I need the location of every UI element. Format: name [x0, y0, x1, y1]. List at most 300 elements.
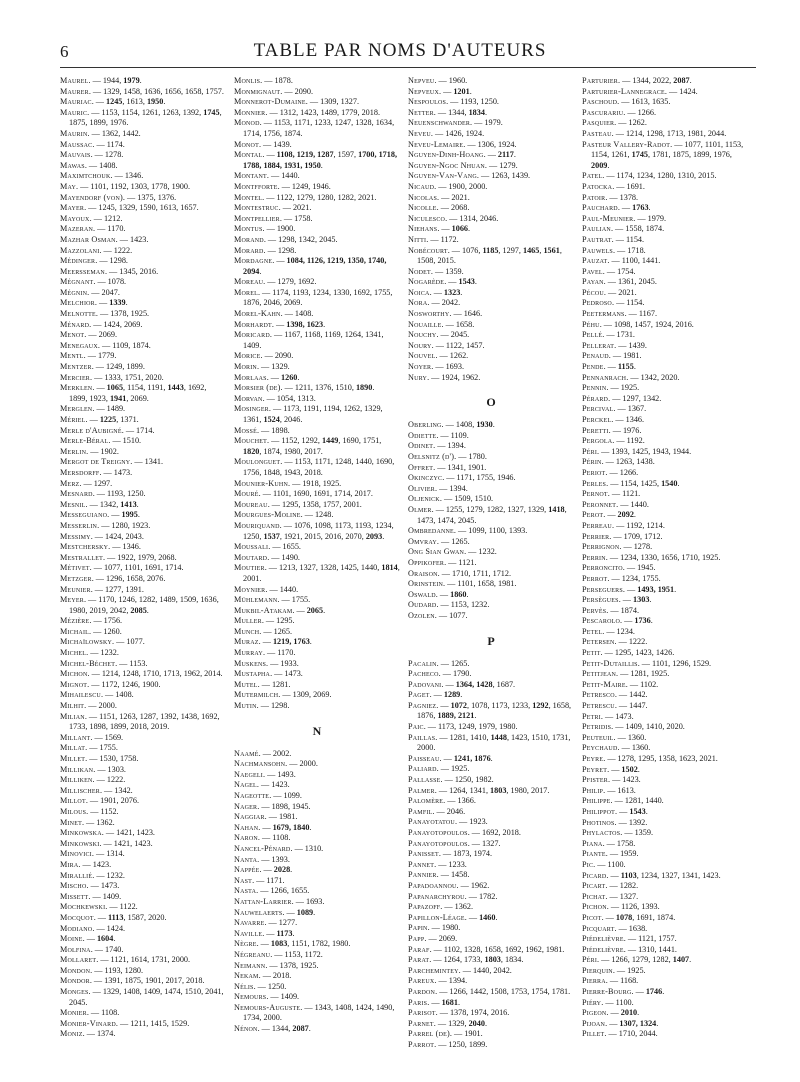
page-references: 2021.: [451, 192, 470, 202]
page-references: 1167.: [638, 309, 658, 319]
index-entry: Neveu. — 1426, 1924.: [408, 128, 485, 138]
page-references: 1646.: [463, 309, 483, 319]
author-name: Odiette: [408, 430, 437, 440]
page-references: 1925.: [620, 383, 640, 393]
author-name: Nepveu: [408, 76, 435, 85]
page-references: 1473.: [113, 467, 133, 477]
page-references: 1995.: [121, 510, 140, 520]
index-entry: Parturier. — 1344, 2022, 2087.: [582, 76, 692, 85]
page-references: 2117.: [497, 150, 516, 160]
author-name: Pigeon: [582, 1008, 607, 1018]
page-references: 1121.: [622, 489, 641, 499]
index-entry: Niehans. — 1066.: [408, 224, 471, 234]
page-references: 1333, 1751, 2020.: [104, 372, 164, 382]
author-name: Michel: [60, 648, 87, 658]
page-references: 1241, 1876.: [453, 753, 493, 763]
author-name: Pfister: [582, 775, 608, 785]
author-name: Morsier (de): [234, 383, 281, 393]
page-references: 1394.: [449, 483, 468, 493]
index-entry: Oraison. — 1710, 1711, 1712.: [408, 568, 512, 578]
index-entry: Neveu-Lemaire. — 1306, 1924.: [408, 139, 517, 149]
author-name: Melnotte: [60, 309, 96, 319]
index-entry: Monier. — 1108.: [60, 1008, 120, 1018]
index-entry: Mukbil-Atakam. — 2065.: [234, 605, 326, 615]
author-name: Montestruc: [234, 203, 279, 213]
author-name: Nanta: [234, 854, 258, 864]
author-name: Montant: [234, 171, 267, 181]
index-entry: Paisseau. — 1241, 1876.: [408, 753, 493, 763]
author-name: Nogarède: [408, 277, 445, 287]
author-name: Mersdorff: [60, 467, 100, 477]
author-name: Picart: [582, 881, 606, 891]
page-references: 1298.: [270, 701, 290, 711]
author-name: Panisset: [408, 849, 439, 859]
page-references: 1307, 1324.: [619, 1018, 659, 1028]
page-references: 1925.: [627, 965, 646, 975]
page-references: 1102.: [640, 679, 659, 689]
page-references: 2047.: [101, 287, 120, 297]
author-name: Mira: [60, 859, 79, 869]
author-name: May: [60, 181, 76, 191]
index-entry: Merle-Béral. — 1510.: [60, 436, 142, 446]
author-name: Mochkewski: [60, 902, 106, 912]
index-entry: Médinger. — 1298.: [60, 256, 128, 266]
index-entry: Michel. — 1232.: [60, 648, 119, 658]
index-entry: Pérard. — 1297, 1342.: [582, 393, 662, 403]
index-entry: Percival. — 1367.: [582, 404, 647, 414]
author-name: Niehans: [408, 224, 438, 234]
page-references: 2069.: [98, 330, 118, 340]
author-name: Perrignon: [582, 542, 620, 552]
page-references: 1693.: [445, 362, 464, 372]
page-references: 1755.: [291, 595, 311, 605]
author-name: Philippe: [582, 796, 611, 806]
index-entry: Nemours-Auguste. — 1343, 1408, 1424, 1490, 1734, 2000.: [234, 1002, 395, 1023]
author-name: Padovani: [408, 679, 442, 689]
page-references: 1263, 1439.: [491, 171, 531, 181]
author-name: Morice: [234, 351, 261, 361]
author-name: Mustapha: [234, 669, 271, 679]
page-references: 1077, 1101, 1691, 1714.: [104, 563, 184, 573]
author-name: Okinczyc: [408, 473, 443, 483]
page-references: 1281, 1410, 1448, 1423, 1510, 1731, 2000.: [417, 732, 571, 753]
author-name: Olmer: [408, 504, 432, 514]
author-name: Morard: [234, 245, 264, 255]
page-references: 1658.: [455, 319, 475, 329]
index-entry: Pauzat. — 1100, 1441.: [582, 256, 661, 266]
author-name: Pallasse: [408, 775, 441, 785]
index-entry: Mollaret. — 1121, 1614, 1731, 2000.: [60, 955, 191, 965]
author-name: Nosworthy: [408, 309, 450, 319]
author-name: Mestchersky: [60, 542, 109, 552]
author-name: Peychaud: [582, 743, 618, 753]
index-entry: Panayotatou. — 1923.: [408, 817, 488, 827]
author-name: Peyret: [582, 764, 608, 774]
index-entry: Omvray. — 1265.: [408, 536, 470, 546]
index-entry: Menegaux. — 1109, 1874.: [60, 340, 151, 350]
page-references: 1367.: [627, 404, 647, 414]
index-entry: Morice. — 2090.: [234, 351, 294, 361]
author-name: Maurel: [60, 76, 89, 85]
index-entry: Paillas. — 1281, 1410, 1448, 1423, 1510, 1731, 2000.: [408, 732, 571, 753]
author-name: Paic: [408, 722, 424, 732]
page-references: 1374.: [96, 1029, 116, 1039]
author-name: Peyre: [582, 754, 604, 763]
page-references: 1343, 1408, 1424, 1490, 1734, 2000.: [243, 1002, 395, 1023]
index-entry: Pescarolo. — 1736.: [582, 616, 653, 626]
author-name: Panayotopoulos: [408, 838, 468, 848]
page-references: 1758.: [294, 213, 313, 223]
author-name: Merglen: [60, 404, 93, 414]
page-references: 1378, 1974, 2016.: [449, 1008, 510, 1018]
page-references: 1065, 1154, 1191, 1443, 1692, 1899, 1923, 1941, 2069.: [69, 383, 207, 403]
page-references: 2065.: [306, 605, 326, 615]
index-entry: Neimann. — 1378, 1925.: [234, 960, 319, 970]
page-references: 1155.: [617, 362, 636, 372]
page-references: 1277, 1391.: [105, 584, 144, 594]
index-entry: Mazzolani. — 1222.: [60, 245, 133, 255]
author-name: Mawas: [60, 160, 85, 170]
page-references: 1756.: [103, 616, 123, 626]
index-entry: Maurin. — 1362, 1442.: [60, 128, 141, 138]
page-references: 1981.: [623, 351, 642, 361]
author-name: Périn: [582, 457, 602, 467]
page-references: 1170, 1246, 1282, 1489, 1509, 1636, 1980, 2019, 2042, 2085.: [69, 595, 219, 615]
author-name: Mauriac: [60, 97, 92, 107]
index-entry: Moutard. — 1490.: [234, 552, 300, 562]
page-references: 1108.: [272, 833, 291, 843]
page-references: 1219, 1763.: [272, 637, 312, 647]
author-name: Patoir: [582, 192, 606, 202]
page-references: 1878.: [274, 76, 293, 85]
page-references: 1394.: [448, 976, 468, 986]
author-name: Nachmansohn: [234, 759, 286, 769]
index-entry: Moynier. — 1440.: [234, 584, 299, 594]
page-references: 1102, 1328, 1658, 1692, 1962, 1981.: [443, 944, 565, 954]
index-entry: Petrescu. — 1447.: [582, 701, 648, 711]
index-entry: Moniz. — 1374.: [60, 1029, 116, 1039]
page-references: 1234, 1330, 1656, 1710, 1925.: [620, 552, 721, 562]
page-references: 1323.: [443, 287, 463, 297]
page-references: 1779.: [97, 351, 117, 361]
author-name: Nodet: [408, 266, 431, 276]
author-name: Papin: [408, 923, 428, 933]
index-entry: Papanarchyrou. — 1782.: [408, 891, 498, 901]
page-references: 1077, 1101, 1153, 1154, 1261, 1745, 1781, 1875, 1899, 1976, 2009.: [591, 139, 744, 170]
page-references: 1409.: [280, 992, 300, 1002]
index-entry: Pellerat. — 1439.: [582, 340, 647, 350]
page-references: 1264, 1733, 1803, 1834.: [443, 955, 524, 965]
author-name: Nager: [234, 801, 258, 811]
author-name: Maussac: [60, 139, 93, 149]
author-name: Parat: [408, 955, 430, 965]
author-name: Michail: [60, 626, 90, 636]
author-name: Maurer: [60, 86, 89, 96]
page-references: 1193, 1280.: [104, 965, 144, 975]
index-entry: Phylactos. — 1359.: [582, 828, 653, 838]
index-entry: Perroncito. — 1945.: [582, 563, 656, 573]
page-references: 1378, 1925.: [279, 960, 319, 970]
author-name: Nénon: [234, 1024, 258, 1034]
index-entry: Nogarède. — 1543.: [408, 277, 477, 287]
author-name: Neuenschwander: [408, 118, 471, 128]
index-entry: Navarre. — 1277.: [234, 918, 298, 928]
index-entry: Pic. — 1100.: [582, 859, 626, 869]
index-entry: Pareux. — 1394.: [408, 976, 468, 986]
page-references: 1171.: [266, 875, 285, 885]
index-entry: Monier-Vinard. — 1211, 1415, 1529.: [60, 1018, 190, 1028]
page-references: 1295.: [276, 616, 295, 626]
page-references: 1278.: [633, 542, 653, 552]
index-entry: Naegeli. — 1493.: [234, 769, 296, 779]
index-entry: Morel. — 1174, 1193, 1234, 1330, 1692, 1755, 1876, 2046, 2069.: [234, 287, 393, 308]
index-entry: Négreanu. — 1153, 1172.: [234, 949, 323, 959]
index-entry: Perckel. — 1346.: [582, 415, 645, 424]
index-entry: Piédelièvre. — 1121, 1757.: [582, 934, 677, 944]
index-entry: Munch. — 1265.: [234, 626, 293, 636]
index-entry: Oppikofer. — 1121.: [408, 557, 477, 567]
index-entry: Nanta. — 1393.: [234, 854, 290, 864]
author-name: Nouaille: [408, 319, 442, 329]
index-column-2: [234, 76, 408, 1076]
index-entry: Mühlemann. — 1755.: [234, 595, 311, 605]
page-references: 1084, 1126, 1219, 1350, 1740, 2094.: [243, 256, 387, 276]
page-references: 1066.: [451, 224, 471, 234]
page-references: 1718.: [627, 245, 646, 255]
index-entry: Offret. — 1341, 1901.: [408, 462, 487, 472]
index-entry: Mouré. — 1101, 1690, 1691, 1714, 2017.: [234, 489, 373, 499]
index-entry: Ong Sian Gwan. — 1232.: [408, 547, 497, 557]
author-name: Peetermans: [582, 309, 625, 319]
author-name: Piédelièvre: [582, 934, 624, 944]
index-entry: Parnet. — 1329, 2040.: [408, 1018, 487, 1028]
author-name: Mauric: [60, 107, 88, 117]
index-entry: Périn. — 1263, 1438.: [582, 457, 655, 467]
index-entry: Minovici. — 1314.: [60, 849, 125, 859]
author-name: Neveu: [408, 128, 431, 138]
page-references: 1173, 1249, 1979, 1980.: [438, 722, 518, 732]
page-references: 1493.: [277, 769, 296, 779]
index-entry: Pichon. — 1126, 1393.: [582, 902, 660, 912]
index-entry: Piana. — 1758.: [582, 838, 636, 848]
page-references: 1362, 1442.: [101, 128, 141, 138]
page-references: 1078.: [107, 277, 127, 287]
author-name: Nouchy: [408, 330, 437, 340]
index-entry: Paul-Meunier. — 1979.: [582, 213, 667, 223]
page-references: 1780.: [468, 452, 487, 461]
author-name: Nguyen-Ngoc Nhuan: [408, 160, 485, 170]
page-references: 1709, 1712.: [623, 531, 663, 541]
index-entry: Papadoannou. — 1962.: [408, 880, 490, 890]
author-name: Moulonguet: [234, 457, 281, 467]
index-entry: Nouvel. — 1262.: [408, 351, 469, 361]
page-references: 1100.: [607, 859, 626, 869]
page-references: 1122, 1279, 1280, 1282, 2021.: [276, 192, 377, 202]
index-entry: Pernot. — 1121.: [582, 489, 641, 499]
author-name: Mounier-Kuhn: [234, 478, 288, 488]
author-name: Mazhar Osman: [60, 234, 116, 244]
index-entry: Meunier. — 1277, 1391.: [60, 584, 144, 594]
index-entry: Mesnil. — 1342, 1413.: [60, 499, 139, 509]
page-references: 1312, 1423, 1489, 1779, 2018.: [279, 107, 380, 117]
index-entry: Mordagne. — 1084, 1126, 1219, 1350, 1740, 2094.: [234, 256, 387, 276]
author-name: Montfforte: [234, 181, 278, 191]
page-references: 1740.: [105, 944, 124, 954]
index-entry: Panayotopoulos. — 1692, 2018.: [408, 828, 521, 837]
page-references: 1489.: [106, 404, 126, 414]
index-entry: Pauchard. — 1763.: [582, 203, 651, 213]
page-references: 1314.: [106, 849, 125, 859]
page-references: 1201.: [453, 86, 472, 96]
index-entry: Pasteur Vallery-Radot. — 1077, 1101, 1153, 1154, 1261, 1745, 1781, 1875, 1899, 1976, 2009.: [582, 139, 744, 170]
index-entry: Péri. — 1393, 1425, 1943, 1944.: [582, 446, 692, 456]
index-entry: Modiano. — 1424.: [60, 923, 126, 933]
author-name: Paget: [408, 690, 430, 700]
index-entry: Peychaud. — 1360.: [582, 743, 651, 753]
author-name: Mercier: [60, 372, 91, 382]
page-references: 1393, 1425, 1943, 1944.: [611, 446, 692, 456]
index-entry: Periot. — 1266.: [582, 467, 639, 477]
author-name: Michaïlowsky: [60, 637, 113, 647]
page-references: 1681.: [441, 997, 460, 1007]
author-name: Messeguiano: [60, 510, 108, 520]
page-references: 1262.: [628, 118, 647, 128]
author-name: Millant: [60, 732, 91, 742]
author-name: Milous: [60, 806, 87, 816]
index-entry: Morsier (de). — 1211, 1376, 1510, 1890.: [234, 383, 375, 393]
author-name: Moureau: [234, 499, 268, 509]
index-entry: Peetermans. — 1167.: [582, 309, 658, 319]
index-entry: Oelsnitz (d'). — 1780.: [408, 452, 487, 461]
author-name: Nemours: [234, 992, 267, 1002]
author-name: Naron: [234, 833, 258, 843]
page-references: 1359.: [445, 266, 464, 276]
page-references: 1303.: [107, 764, 126, 774]
author-name: Pavel: [582, 266, 603, 276]
author-name: Naville: [234, 928, 263, 938]
page-references: 1714.: [136, 425, 155, 435]
page-references: 1266, 1279, 1282, 1407.: [611, 955, 692, 965]
page-references: 1918, 1925.: [302, 478, 342, 488]
index-entry: Pagniez. — 1072, 1078, 1173, 1233, 1292, 1658, 1876, 1889, 2121.: [408, 700, 572, 721]
author-name: Ombredanne: [408, 526, 454, 536]
index-entry: Paschoud. — 1613, 1635.: [582, 97, 671, 107]
author-name: Meunier: [60, 584, 91, 594]
author-name: Mocquot: [60, 912, 94, 922]
page-references: 2000.: [98, 701, 117, 711]
index-entry: Morhardt. — 1398, 1623.: [234, 319, 326, 329]
index-entry: Pautrat. — 1154.: [582, 234, 645, 244]
page-references: 1440, 2042.: [472, 965, 512, 975]
author-name: Monot: [234, 139, 259, 149]
page-references: 1746.: [645, 987, 665, 997]
index-entry: Pervès. — 1874.: [582, 605, 640, 615]
page-references: 1309, 1327.: [320, 97, 359, 107]
page-references: 1260.: [103, 626, 122, 636]
index-entry: Moutier. — 1213, 1327, 1328, 1425, 1440, 1814, 2001.: [234, 563, 400, 583]
index-entry: Noyer. — 1693.: [408, 362, 464, 372]
author-name: Minkowski: [60, 838, 100, 848]
author-name: Morlaas: [234, 372, 267, 382]
index-entry: Mouchet. — 1152, 1292, 1449, 1690, 1751, 1820, 1874, 1980, 2017.: [234, 436, 382, 456]
page-references: 1604.: [96, 934, 116, 944]
page-references: 1279.: [499, 160, 518, 170]
author-name: Nicaud: [408, 181, 435, 191]
author-name: Neimann: [234, 960, 266, 970]
page-references: 1342, 2020.: [640, 372, 680, 382]
author-name: Pamfil: [408, 806, 433, 816]
author-name: Pareux: [408, 976, 435, 986]
author-name: Messimy: [60, 531, 91, 541]
author-name: Nahan: [234, 822, 259, 832]
index-entry: Perrin. — 1234, 1330, 1656, 1710, 1925.: [582, 552, 721, 562]
index-entry: Muskens. — 1933.: [234, 658, 299, 668]
page-references: 1245, 1613, 1950.: [106, 97, 166, 107]
index-entry: Parrel (de). — 1901.: [408, 1029, 483, 1039]
page-references: 1173, 1191, 1194, 1262, 1329, 1361, 1524, 2046.: [243, 404, 383, 424]
author-name: Mignot: [60, 679, 88, 689]
page-references: 2042.: [441, 298, 461, 308]
author-name: Missett: [60, 891, 89, 901]
page-references: 1394.: [447, 441, 466, 451]
page-references: 1214, 1248, 1710, 1713, 1962, 2014.: [101, 669, 223, 679]
page-references: 1153, 1171, 1248, 1440, 1690, 1756, 1848, 1943, 2018.: [243, 457, 395, 477]
author-name: Petit-Maire: [582, 679, 626, 689]
index-entry: Pamfil. — 2046.: [408, 806, 466, 816]
author-name: Oraison: [408, 568, 438, 578]
index-entry: Papp. — 2069.: [408, 933, 458, 943]
index-entry: Petel. — 1234.: [582, 626, 635, 636]
author-name: Paliard: [408, 764, 437, 774]
author-name: Perroncito: [582, 563, 623, 573]
author-name: Mayer: [60, 203, 85, 213]
page-references: 1458.: [450, 870, 470, 880]
page-references: 1265.: [451, 536, 470, 546]
author-name: Oswald: [408, 589, 436, 599]
index-entry: Mourgues-Moline. — 1248.: [234, 510, 334, 520]
author-name: Parrot: [408, 1039, 435, 1049]
page-references: 1345, 2016.: [119, 266, 159, 276]
page-references: 1266, 1442, 1508, 1753, 1754, 1781.: [449, 986, 571, 996]
page-references: 1151, 1263, 1287, 1392, 1438, 1692, 1733, 1898, 1899, 2018, 2019.: [69, 711, 220, 732]
author-name: Moutier: [234, 563, 265, 573]
index-entry: Morand. — 1298, 1342, 2045.: [234, 234, 338, 244]
page-references: 1490.: [281, 552, 300, 562]
index-entry: Mayendorf (von). — 1375, 1376.: [60, 192, 177, 202]
page-references: 1249, 1899.: [106, 362, 145, 372]
page-references: 1924, 1962.: [441, 372, 481, 382]
index-entry: Paraf. — 1102, 1328, 1658, 1692, 1962, 1981.: [408, 944, 565, 954]
index-entry: Maurer. — 1329, 1458, 1636, 1656, 1658, 1757.: [60, 86, 224, 96]
author-name: Modiano: [60, 923, 93, 933]
page-references: 1232.: [100, 648, 119, 658]
page-references: 1289.: [443, 690, 463, 700]
author-name: Muraz: [234, 637, 259, 647]
author-name: Milian: [60, 711, 85, 721]
author-name: Montel: [234, 192, 263, 202]
page-references: 2018.: [272, 971, 292, 981]
author-name: Olivier: [408, 483, 435, 493]
page-references: 1860.: [450, 589, 469, 599]
page-references: 1901.: [464, 1029, 483, 1039]
index-entry: Morvan. — 1054, 1313.: [234, 393, 316, 403]
index-entry: Neuenschwander. — 1979.: [408, 118, 503, 128]
page-references: 1121.: [458, 557, 477, 567]
page-references: 1303.: [633, 595, 652, 605]
author-name: Paisseau: [408, 753, 440, 763]
index-entry: Mercier. — 1333, 1751, 2020.: [60, 372, 164, 382]
index-entry: Noica. — 1323.: [408, 287, 463, 297]
